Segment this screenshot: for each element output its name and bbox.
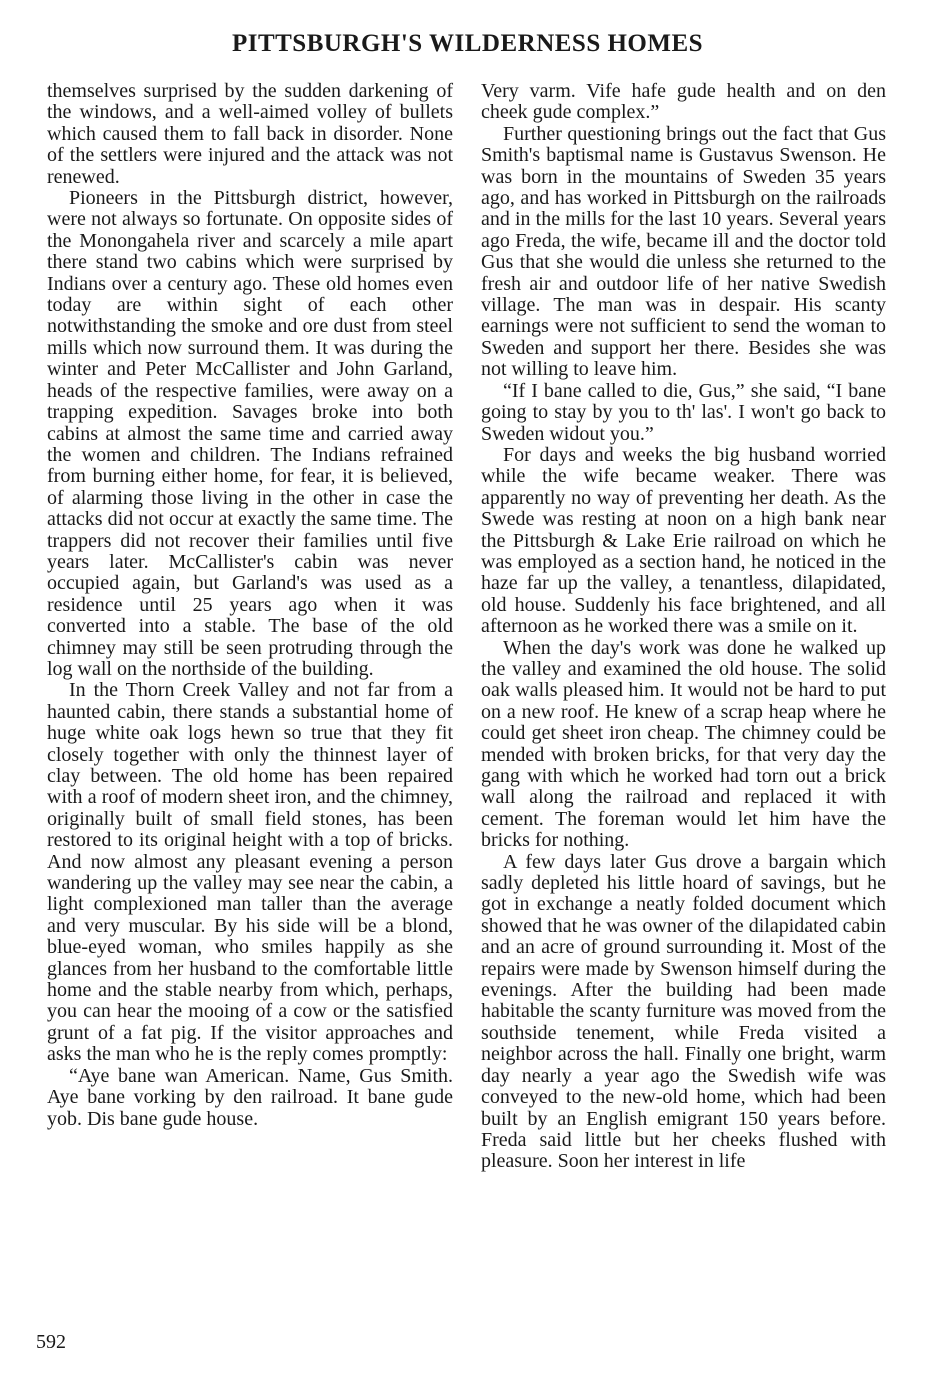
- left-column: [47, 81, 453, 1130]
- paragraph: “If I bane called to die, Gus,” she said, “I bane going to stay by you to th' las'. I won't go back to Sweden widout you.”: [481, 379, 886, 445]
- paragraph: For days and weeks the big husband worried while the wife became weaker. There was apparently no way of preventing her death. As the Swede was resting at noon on a high bank near the Pittsburgh & Lake Erie railroad on which he was employed as a section hand, he noticed in the haze far up the valley, a tenantless, dilapidated, old house. Suddenly his face brightened, and all afternoon as he worked there was a smile on it.: [481, 443, 886, 638]
- paragraph: themselves surprised by the sudden darkening of the windows, and a well-aimed volley of bullets which caused them to fall back in disorder. None of the settlers were injured and the attack was not renewed.: [47, 80, 453, 188]
- paragraph: A few days later Gus drove a bargain which sadly depleted his little hoard of savings, but he got in exchange a neatly folded document which showed that he was owner of the dilapidated cabin and an acre of ground surrounding it. Most of the repairs were made by Swenson himself during the evenings. After the building had been made habitable the scanty furniture was moved from the southside tenement, while Freda visited a neighbor across the hall. Finally one bright, warm day nearly a year ago the Swedish wife was conveyed to the new-old home, which had been built by an English emigrant 150 years before. Freda said little but her cheeks flushed with pleasure. Soon her interest in life: [481, 850, 886, 1173]
- paragraph: “Aye bane wan American. Name, Gus Smith. Aye bane vorking by den railroad. It bane gude yob. Dis bane gude house.: [47, 1064, 453, 1130]
- paragraph: When the day's work was done he walked up the valley and examined the old house. The solid oak walls pleased him. It would not be hard to put on a new roof. He knew of a scrap heap where he could get sheet iron cheap. The chimney could be mended with broken bricks, for that very day the gang with which he worked had torn out a brick wall along the railroad and replaced it with cement. The foreman would let him have the bricks for nothing.: [481, 636, 886, 852]
- page-title: PITTSBURGH'S WILDERNESS HOMES: [231, 30, 704, 57]
- page-number: 592: [36, 1331, 66, 1353]
- right-column: [481, 81, 886, 1173]
- paragraph: In the Thorn Creek Valley and not far from a haunted cabin, there stands a substantial home of huge white oak logs hewn so true that they fit closely together with only the thinnest layer of clay between. The old home has been repaired with a roof of modern sheet iron, and the chimney, originally built of small field stones, has been restored to its original height with a top of bricks. And now almost any pleasant evening a person wandering up the valley may see near the cabin, a light complexioned man taller than the average and very muscular. By his side will be a blond, blue-eyed woman, who smiles happily as she glances from her husband to the comfortable little home and the stable nearby from which, perhaps, you can hear the mooing of a cow or the satisfied grunt of a fat pig. If the visitor approaches and asks the man who he is the reply comes promptly:: [47, 679, 453, 1066]
- paragraph: Further questioning brings out the fact that Gus Smith's baptismal name is Gustavus Swenson. He was born in the mountains of Sweden 35 years ago, and has worked in Pittsburgh on the railroads and in the mills for the last 10 years. Several years ago Freda, the wife, became ill and the doctor told Gus that she would die unless she returned to the fresh air and outdoor life of her native Swedish village. The man was in despair. His scanty earnings were not sufficient to send the woman to Sweden and support her there. Besides she was not willing to leave him.: [481, 122, 886, 381]
- paragraph: Very varm. Vife hafe gude health and on den cheek gude complex.”: [481, 80, 886, 124]
- paragraph: Pioneers in the Pittsburgh district, however, were not always so fortunate. On opposite sides of the Monongahela river and scarcely a mile apart there stand two cabins which were surprised by Indians over a century ago. These old homes even today are within sight of each other notwithstanding the smoke and ore dust from steel mills which now surround them. It was during the winter and Peter McCallister and John Garland, heads of the respective families, were away on a trapping expedition. Savages broke into both cabins at almost the same time and carried away the women and children. The Indians refrained from burning either home, for fear, it is believed, of alarming those living in the other in case the attacks did not occur at exactly the same time. The trappers did not recover their families until five years later. McCallister's cabin was never occupied again, but Garland's was used as a residence until 25 years ago when it was converted into a stable. The base of the old chimney may still be seen protruding through the log wall on the northside of the building.: [47, 187, 453, 680]
